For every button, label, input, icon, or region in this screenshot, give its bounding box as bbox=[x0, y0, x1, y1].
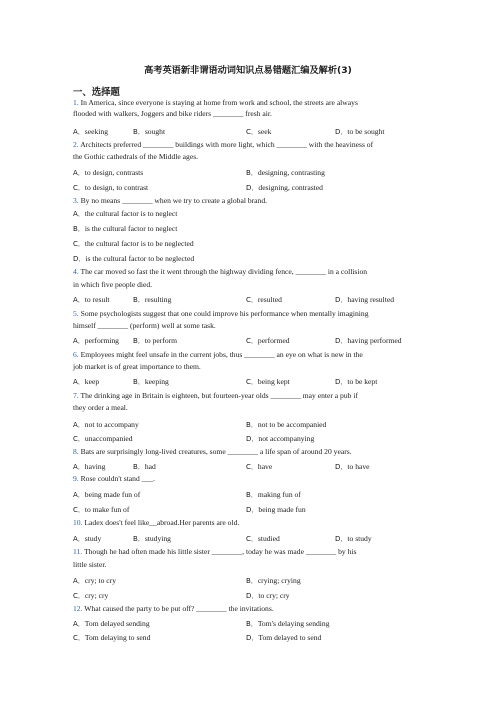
option-text: to perform bbox=[144, 336, 178, 345]
question-number: 11. bbox=[73, 547, 83, 556]
question-number: 1. bbox=[73, 98, 79, 107]
option-letter: B． bbox=[246, 577, 258, 585]
answer-option bbox=[73, 462, 105, 472]
option-text: study bbox=[84, 534, 102, 543]
answer-option bbox=[246, 434, 314, 444]
option-text: is the cultural factor to be neglected bbox=[85, 254, 195, 263]
option-text: being kept bbox=[257, 377, 290, 386]
option-letter: D． bbox=[335, 378, 348, 386]
option-text: the cultural factor is to be neglected bbox=[84, 239, 194, 248]
option-letter: B． bbox=[246, 620, 258, 628]
answer-option bbox=[73, 254, 194, 264]
answer-option bbox=[73, 183, 148, 193]
option-text: resulting bbox=[144, 295, 172, 304]
option-text: Tom's delaying sending bbox=[257, 619, 330, 628]
option-letter: A． bbox=[73, 378, 85, 386]
question-stem-continued bbox=[73, 109, 433, 119]
option-text: the cultural factor is to neglect bbox=[84, 209, 178, 218]
question-number: 7. bbox=[73, 391, 79, 400]
option-letter: A． bbox=[73, 491, 85, 499]
answer-option bbox=[335, 534, 372, 544]
question-text: The car moved so fast the it went through the highway dividing fence, ________ in a collision bbox=[80, 267, 368, 276]
option-letter: A． bbox=[73, 337, 85, 345]
option-text: to have bbox=[347, 462, 370, 471]
question-number: 6. bbox=[73, 350, 79, 359]
question-stem bbox=[73, 447, 433, 457]
answer-option bbox=[246, 336, 290, 346]
answer-option bbox=[73, 490, 140, 500]
question-number: 4. bbox=[73, 267, 79, 276]
option-text: being made fun bbox=[258, 505, 306, 514]
answer-option bbox=[246, 591, 290, 601]
answer-option bbox=[133, 377, 169, 387]
option-text: Tom delaying to send bbox=[84, 633, 151, 642]
option-text: not accompanying bbox=[258, 434, 315, 443]
question-text: In America, since everyone is staying at home from work and school, the streets are always bbox=[80, 98, 358, 107]
answer-option bbox=[73, 619, 150, 629]
option-text: cry; to cry bbox=[84, 576, 117, 585]
option-text: seeking bbox=[84, 127, 108, 136]
option-letter: D． bbox=[335, 463, 348, 471]
question-stem bbox=[73, 196, 433, 206]
question-text: himself ________ (perform) well at some task. bbox=[73, 321, 216, 330]
option-text: seek bbox=[257, 127, 272, 136]
option-text: keeping bbox=[144, 377, 169, 386]
question-stem bbox=[73, 604, 433, 614]
option-text: having bbox=[84, 462, 106, 471]
answer-option bbox=[73, 420, 139, 430]
option-letter: D． bbox=[335, 296, 348, 304]
question-stem-continued bbox=[73, 280, 433, 290]
option-letter: C． bbox=[246, 535, 258, 543]
answer-option bbox=[246, 168, 325, 178]
option-letter: A． bbox=[73, 210, 85, 218]
option-text: designing, contrasted bbox=[258, 183, 323, 192]
option-text: Tom delayed sending bbox=[84, 619, 150, 628]
option-text: cry; cry bbox=[84, 591, 109, 600]
question-text: Employees might feel unsafe in the current jobs, thus ________ an eye on what is new in the bbox=[80, 350, 363, 359]
answer-option bbox=[73, 127, 108, 137]
answer-option bbox=[73, 576, 116, 586]
question-number: 10. bbox=[73, 518, 83, 527]
option-text: Tom delayed to send bbox=[258, 633, 322, 642]
answer-option bbox=[335, 336, 402, 346]
option-text: keep bbox=[84, 377, 100, 386]
option-letter: B． bbox=[246, 421, 258, 429]
answer-option bbox=[246, 534, 280, 544]
question-text: What caused the party to be put off? ________ the invitations. bbox=[84, 604, 274, 613]
question-number: 5. bbox=[73, 309, 79, 318]
option-letter: B． bbox=[246, 491, 258, 499]
option-letter: B． bbox=[133, 463, 145, 471]
answer-option bbox=[246, 462, 272, 472]
option-text: to be kept bbox=[347, 377, 378, 386]
question-stem bbox=[73, 547, 433, 557]
option-letter: C． bbox=[246, 296, 258, 304]
question-stem-continued bbox=[73, 403, 433, 413]
option-letter: D． bbox=[246, 634, 259, 642]
option-text: resulted bbox=[257, 295, 282, 304]
question-number: 3. bbox=[73, 196, 79, 205]
question-text: By no means ________ when we try to create a global brand. bbox=[80, 196, 268, 205]
question-stem bbox=[73, 140, 433, 150]
question-stem-continued bbox=[73, 560, 433, 570]
option-text: not to be accompanied bbox=[257, 420, 327, 429]
section-heading: 一、选择题 bbox=[73, 87, 120, 98]
answer-option bbox=[73, 591, 108, 601]
option-letter: B． bbox=[133, 128, 145, 136]
answer-option bbox=[73, 209, 177, 219]
option-text: not to accompany bbox=[84, 420, 139, 429]
question-stem bbox=[73, 350, 433, 360]
option-letter: A． bbox=[73, 463, 85, 471]
question-stem bbox=[73, 309, 433, 319]
answer-option bbox=[73, 168, 143, 178]
answer-option bbox=[133, 534, 171, 544]
answer-option bbox=[246, 576, 301, 586]
option-letter: D． bbox=[246, 592, 259, 600]
option-letter: C． bbox=[246, 128, 258, 136]
option-text: studying bbox=[144, 534, 171, 543]
option-letter: B． bbox=[133, 378, 145, 386]
option-text: performed bbox=[257, 336, 290, 345]
question-stem-continued bbox=[73, 152, 433, 162]
question-stem bbox=[73, 98, 433, 108]
answer-option bbox=[246, 633, 321, 643]
question-text: Rose couldn't stand ___. bbox=[80, 474, 155, 483]
question-text: Bats are surprisingly long-lived creatures, some ________ a life span of around 20 years. bbox=[80, 447, 352, 456]
option-letter: A． bbox=[73, 577, 85, 585]
option-letter: B． bbox=[73, 225, 85, 233]
answer-option bbox=[133, 336, 177, 346]
answer-option bbox=[246, 619, 330, 629]
option-letter: D． bbox=[246, 506, 259, 514]
option-letter: C． bbox=[73, 184, 85, 192]
question-text: they order a meal. bbox=[73, 403, 128, 412]
option-letter: A． bbox=[73, 535, 85, 543]
answer-option bbox=[246, 490, 301, 500]
option-text: studied bbox=[257, 534, 280, 543]
answer-option bbox=[73, 295, 109, 305]
option-letter: A． bbox=[73, 128, 85, 136]
option-letter: B． bbox=[133, 296, 145, 304]
answer-option bbox=[73, 377, 99, 387]
answer-option bbox=[73, 434, 133, 444]
answer-option bbox=[246, 420, 326, 430]
answer-option bbox=[335, 462, 370, 472]
option-text: to be sought bbox=[347, 127, 385, 136]
answer-option bbox=[335, 377, 377, 387]
option-letter: D． bbox=[246, 184, 259, 192]
option-text: have bbox=[257, 462, 273, 471]
option-letter: B． bbox=[246, 169, 258, 177]
option-letter: D． bbox=[335, 535, 348, 543]
option-letter: C． bbox=[73, 240, 85, 248]
question-text: Architects preferred ________ buildings with more light, which ________ with the heaviness of bbox=[80, 140, 374, 149]
answer-option bbox=[73, 224, 177, 234]
answer-option bbox=[246, 127, 271, 137]
answer-option bbox=[246, 505, 306, 515]
question-text: Ladex does't feel like__abroad.Her parents are old. bbox=[84, 518, 240, 527]
option-text: being made fun of bbox=[84, 490, 141, 499]
question-stem-continued bbox=[73, 362, 433, 372]
option-text: had bbox=[144, 462, 156, 471]
option-text: to study bbox=[347, 534, 372, 543]
question-text: flooded with walkers, Joggers and bike riders ________ fresh air. bbox=[73, 109, 272, 118]
option-text: designing, contrasting bbox=[257, 168, 325, 177]
option-letter: D． bbox=[335, 337, 348, 345]
question-number: 9. bbox=[73, 474, 79, 483]
option-text: to make fun of bbox=[84, 505, 130, 514]
option-letter: A． bbox=[73, 620, 85, 628]
question-number: 2. bbox=[73, 140, 79, 149]
question-stem bbox=[73, 474, 433, 484]
question-text: Some psychologists suggest that one could improve his performance when mentally imagining bbox=[80, 309, 369, 318]
option-letter: B． bbox=[133, 535, 145, 543]
option-text: to result bbox=[84, 295, 110, 304]
question-text: job market is of great importance to them. bbox=[73, 362, 201, 371]
option-text: to design, to contrast bbox=[84, 183, 149, 192]
option-letter: C． bbox=[73, 506, 85, 514]
option-text: making fun of bbox=[257, 490, 301, 499]
answer-option bbox=[133, 462, 156, 472]
answer-option bbox=[246, 295, 282, 305]
question-number: 8. bbox=[73, 447, 79, 456]
option-letter: A． bbox=[73, 296, 85, 304]
question-text: the Gothic cathedrals of the Middle ages. bbox=[73, 152, 199, 161]
option-text: to design, contrasts bbox=[84, 168, 144, 177]
option-text: performing bbox=[84, 336, 119, 345]
page-title: 高考英语新非谓语动词知识点易错题汇编及解析(3) bbox=[144, 65, 352, 76]
option-letter: D． bbox=[246, 435, 259, 443]
question-stem-continued bbox=[73, 321, 433, 331]
option-letter: C． bbox=[73, 634, 85, 642]
option-letter: C． bbox=[246, 378, 258, 386]
answer-option bbox=[73, 336, 119, 346]
question-number: 12. bbox=[73, 604, 83, 613]
option-letter: C． bbox=[73, 592, 85, 600]
answer-option bbox=[335, 295, 394, 305]
option-letter: C． bbox=[246, 463, 258, 471]
answer-option bbox=[73, 633, 150, 643]
option-text: sought bbox=[144, 127, 166, 136]
answer-option bbox=[73, 534, 101, 544]
answer-option bbox=[335, 127, 385, 137]
question-stem bbox=[73, 391, 433, 401]
answer-option bbox=[246, 377, 290, 387]
question-text: Though he had often made his little sister ________, today he was made ________ by his bbox=[83, 547, 357, 556]
option-text: is the cultural factor to neglect bbox=[84, 224, 178, 233]
question-text: The drinking age in Britain is eighteen, but fourteen-year olds ________ may enter a pub if bbox=[80, 391, 358, 400]
question-stem bbox=[73, 518, 433, 528]
option-letter: A． bbox=[73, 421, 85, 429]
answer-option bbox=[133, 127, 165, 137]
answer-option bbox=[73, 505, 129, 515]
answer-option bbox=[246, 183, 323, 193]
option-letter: B． bbox=[133, 337, 145, 345]
option-text: crying; crying bbox=[257, 576, 301, 585]
question-text: little sister. bbox=[73, 560, 107, 569]
answer-option bbox=[73, 239, 194, 249]
option-letter: C． bbox=[246, 337, 258, 345]
option-letter: A． bbox=[73, 169, 85, 177]
option-text: having resulted bbox=[347, 295, 394, 304]
option-text: to cry; cry bbox=[258, 591, 290, 600]
option-letter: D． bbox=[73, 255, 86, 263]
question-text: in which five people died. bbox=[73, 280, 153, 289]
option-letter: D． bbox=[335, 128, 348, 136]
option-text: having performed bbox=[347, 336, 402, 345]
option-text: unaccompanied bbox=[84, 434, 133, 443]
question-stem bbox=[73, 267, 433, 277]
answer-option bbox=[133, 295, 171, 305]
option-letter: C． bbox=[73, 435, 85, 443]
